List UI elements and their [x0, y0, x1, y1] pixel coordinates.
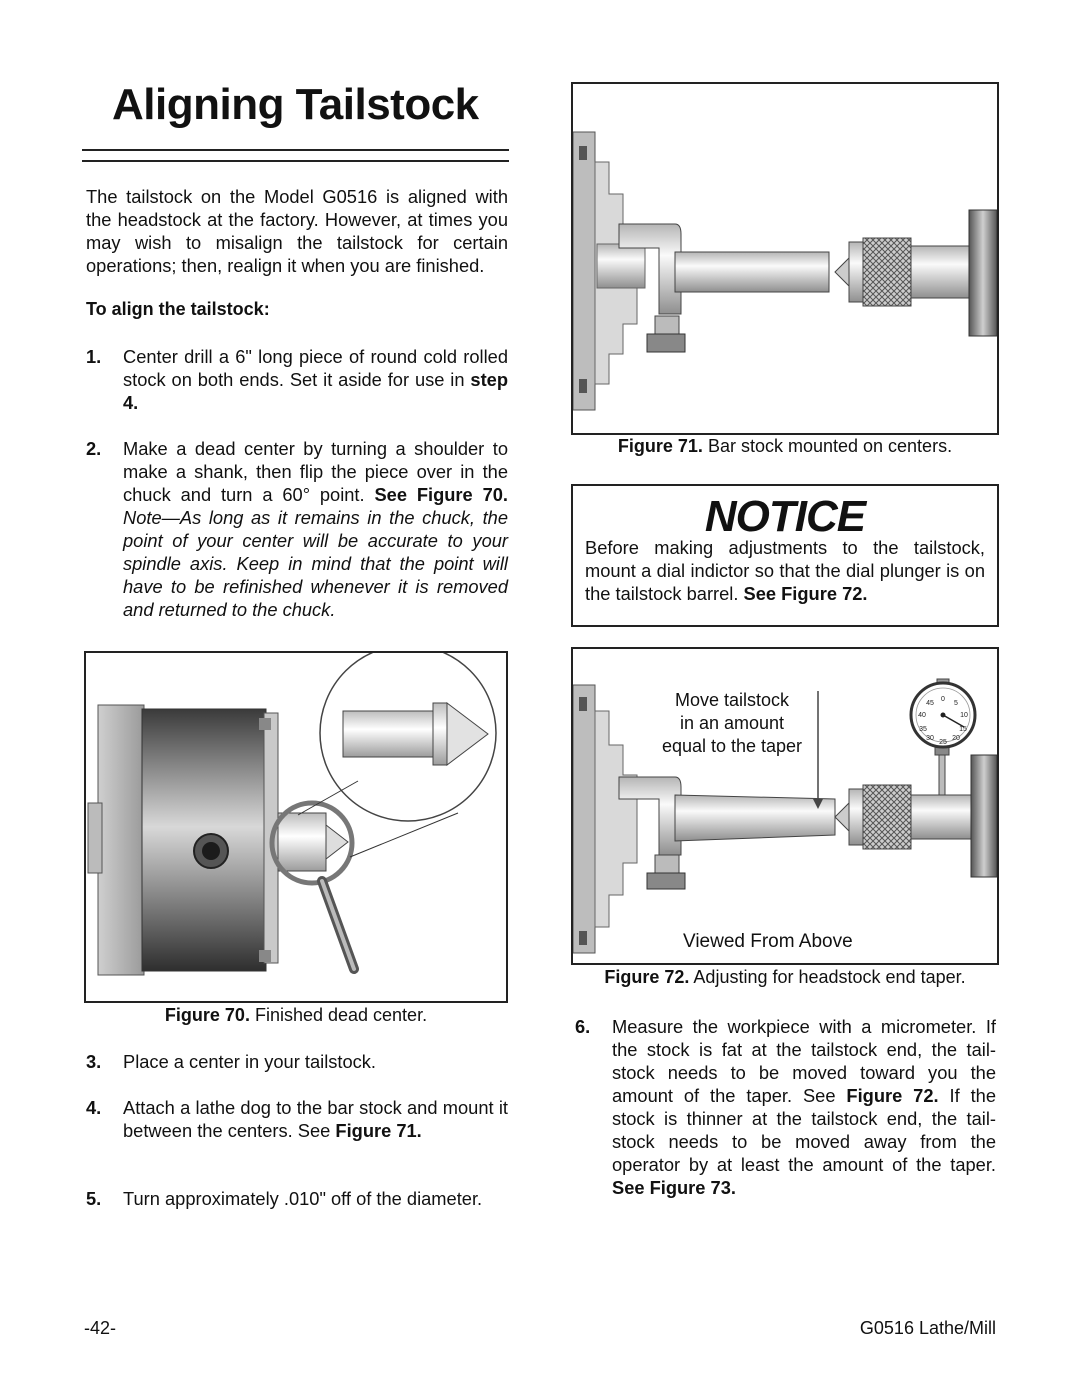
- step-2: [86, 437, 508, 627]
- notice-body: [585, 536, 985, 605]
- callout-text: [643, 689, 821, 758]
- subheading: To align the tailstock:: [86, 299, 270, 319]
- step-body: Center drill a 6" long piece of round cold rolled stock on both ends. Set it aside for use in: [123, 346, 508, 390]
- intro-paragraph: [86, 185, 508, 277]
- figure-71-box: [571, 82, 999, 435]
- notice-title: NOTICE: [704, 492, 866, 541]
- page-number: -42-: [84, 1318, 117, 1338]
- figure-label: Figure 70.: [164, 1005, 250, 1025]
- step-1: [86, 345, 508, 415]
- step-body: Turn approximately .010" off of the diameter.: [123, 1188, 483, 1209]
- step-number: 1.: [86, 346, 102, 367]
- page-title: Aligning Tailstock: [112, 80, 479, 129]
- figure-caption-text: Bar stock mounted on centers.: [702, 436, 953, 456]
- figure-label: Figure 72.: [604, 967, 690, 987]
- step-reference: step 4.: [123, 369, 508, 413]
- step-number: 5.: [86, 1188, 102, 1209]
- step-reference: Figure 72.: [846, 1085, 939, 1106]
- figure-70-caption: [84, 1005, 508, 1026]
- step-note: Note—As long as it remains in the chuck, the point of your center will be accurate to your spindle axis. Keep in mind that the point will have to be refinished whenever it is removed and returned to the chuck.: [123, 507, 508, 620]
- dial-number: 35: [919, 726, 927, 733]
- step-number: 6.: [575, 1016, 591, 1037]
- title-rule-top: [82, 149, 509, 151]
- bar-stock-centers-illustration: [573, 84, 997, 433]
- step-reference: Figure 71.: [335, 1120, 422, 1141]
- step-4: [86, 1096, 508, 1166]
- step-text: [123, 1187, 508, 1210]
- figure-72-caption: [571, 967, 999, 988]
- step-number: 2.: [86, 438, 102, 459]
- title-rule-bottom: [82, 160, 509, 162]
- notice-box: [571, 484, 999, 627]
- figure-label: Figure 71.: [617, 436, 703, 456]
- step-body: Place a center in your tailstock.: [123, 1051, 377, 1072]
- dial-number: 30: [926, 735, 934, 742]
- callout-line: Move tailstock: [674, 690, 790, 710]
- step-5: [86, 1187, 508, 1211]
- step-text: [612, 1015, 996, 1199]
- figure-70-box: [84, 651, 508, 1003]
- notice-text: Before making adjustments to the tailstock, mount a dial indictor so that the dial plunger is on the tailstock barrel.: [585, 537, 985, 604]
- figure-caption-text: Adjusting for headstock end taper.: [689, 967, 966, 987]
- figure-71-caption: [571, 436, 999, 457]
- step-text: [123, 1050, 508, 1073]
- step-number: 4.: [86, 1097, 102, 1118]
- step-reference-2: See Figure 73.: [612, 1177, 736, 1198]
- step-text: [123, 345, 508, 414]
- dial-number: 20: [952, 735, 960, 742]
- dial-number: 15: [959, 726, 967, 733]
- dial-number: 5: [954, 700, 958, 707]
- dial-number: 0: [941, 696, 945, 703]
- step-number: 3.: [86, 1051, 102, 1072]
- step-body-continued: If the stock is thinner at the tailstock end, the tail-stock needs to be moved away from the operator by at least the amount of the taper.: [612, 1085, 996, 1175]
- step-6: [575, 1015, 997, 1205]
- callout-line: equal to the taper: [661, 736, 803, 756]
- figure-caption-text: Finished dead center.: [249, 1005, 428, 1025]
- step-reference: See Figure 70.: [374, 484, 508, 505]
- figure-72-box: [571, 647, 999, 965]
- footer-product: G0516 Lathe/Mill: [859, 1318, 996, 1338]
- intro-text: The tailstock on the Model G0516 is aligned with the headstock at the factory. However, at times you may wish to misalign the tailstock for certain operations; then, realign it when you are finished.: [86, 186, 508, 276]
- step-3: [86, 1050, 508, 1074]
- dial-number: 25: [939, 739, 947, 746]
- step-body: Measure the workpiece with a micrometer. If the stock is fat at the tailstock end, the tail-stock needs to be moved toward you the amount of the taper. See: [612, 1016, 996, 1106]
- step-text: [123, 437, 508, 621]
- callout-line: in an amount: [679, 713, 785, 733]
- view-label: Viewed From Above: [683, 931, 853, 952]
- dial-number: 10: [960, 712, 968, 719]
- step-text: [123, 1096, 508, 1142]
- notice-reference: See Figure 72.: [743, 583, 868, 604]
- dead-center-illustration: [86, 653, 506, 1001]
- dial-number: 40: [918, 712, 926, 719]
- step-body: Attach a lathe dog to the bar stock and mount it between the centers. See: [123, 1097, 508, 1141]
- step-body: Make a dead center by turning a shoulder to make a shank, then flip the piece over in the chuck and turn a 60° point.: [123, 438, 508, 505]
- dial-number: 45: [926, 700, 934, 707]
